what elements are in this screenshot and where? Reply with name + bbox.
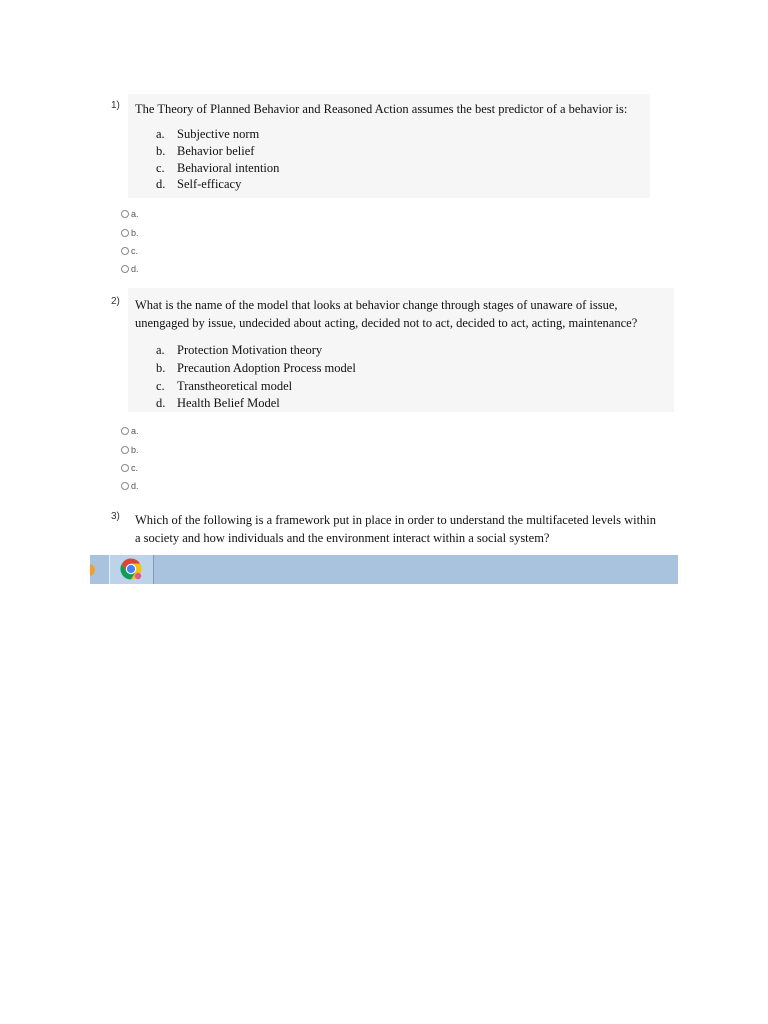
question-1-number: 1) xyxy=(111,100,120,111)
question-1-box xyxy=(128,94,650,198)
q2-choice-d: d. Health Belief Model xyxy=(156,396,280,410)
question-2-number: 2) xyxy=(111,296,120,307)
q2-choice-a: a. Protection Motivation theory xyxy=(156,343,323,357)
quiz-screenshot xyxy=(90,94,678,584)
radio-circle-icon[interactable] xyxy=(121,446,129,454)
q1-choice-b: b. Behavior belief xyxy=(156,144,255,158)
q2-choice-b: b. Precaution Adoption Process model xyxy=(156,361,356,375)
q1-radio-d[interactable]: d. xyxy=(121,260,139,278)
question-3-number: 3) xyxy=(111,511,120,522)
question-1-text-line-1: The Theory of Planned Behavior and Reasoned Action assumes the best predictor of a behavior is: xyxy=(135,102,628,116)
radio-circle-icon[interactable] xyxy=(121,482,129,490)
chrome-icon[interactable] xyxy=(119,557,143,581)
question-3-text-line-2: a society and how individuals and the environment interact within a social system? xyxy=(135,531,550,545)
question-3-text-line-1: Which of the following is a framework put in place in order to understand the multifaceted levels within xyxy=(135,513,657,527)
q1-radio-c[interactable]: c. xyxy=(121,242,138,260)
taskbar xyxy=(90,555,678,584)
radio-circle-icon[interactable] xyxy=(121,229,129,237)
radio-circle-icon[interactable] xyxy=(121,464,129,472)
q2-radio-d[interactable]: d. xyxy=(121,477,139,495)
q1-choice-d: d. Self-efficacy xyxy=(156,177,242,191)
q2-radio-a[interactable]: a. xyxy=(121,422,139,440)
q1-choice-a: a. Subjective norm xyxy=(156,127,260,141)
question-2-text-line-1: What is the name of the model that looks at behavior change through stages of unaware of issue, xyxy=(135,298,618,312)
q2-radio-c[interactable]: c. xyxy=(121,459,138,477)
question-2-text-line-2: unengaged by issue, undecided about acting, decided not to act, decided to act, acting, maintenance? xyxy=(135,316,638,330)
q2-radio-b[interactable]: b. xyxy=(121,441,139,459)
q2-choice-c: c. Transtheoretical model xyxy=(156,379,293,393)
chrome-taskbar-button[interactable] xyxy=(109,555,154,584)
q1-radio-b[interactable]: b. xyxy=(121,224,139,242)
radio-circle-icon[interactable] xyxy=(121,247,129,255)
radio-circle-icon[interactable] xyxy=(121,265,129,273)
radio-circle-icon[interactable] xyxy=(121,210,129,218)
app-icon[interactable] xyxy=(90,564,95,576)
q1-choice-c: c. Behavioral intention xyxy=(156,161,280,175)
radio-circle-icon[interactable] xyxy=(121,427,129,435)
question-2-box xyxy=(128,288,674,412)
q1-radio-a[interactable]: a. xyxy=(121,205,139,223)
